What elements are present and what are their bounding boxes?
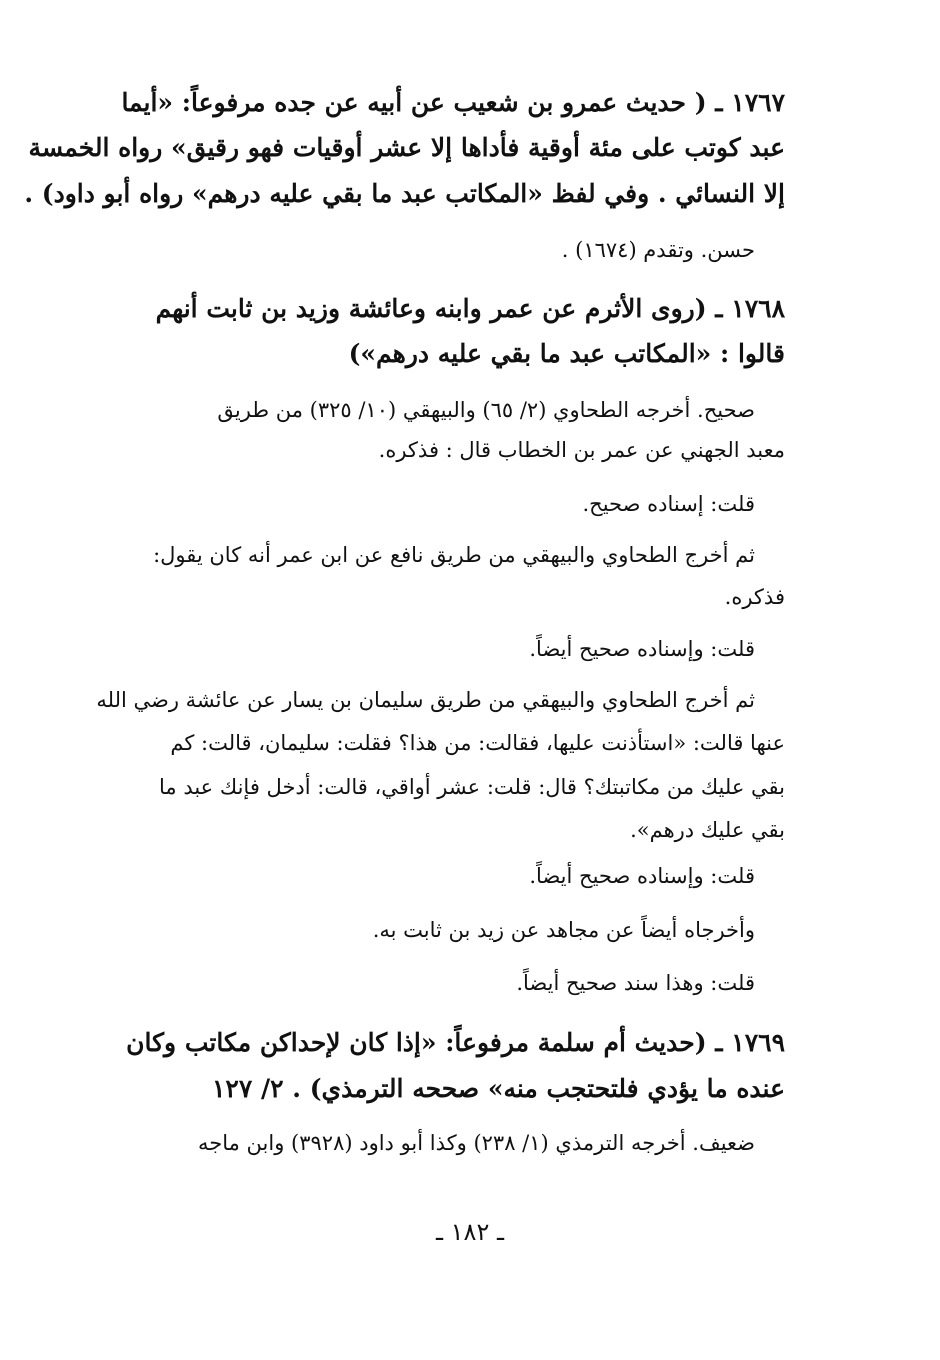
entry-1769-line-1: ١٧٦٩ ـ (حديث أم سلمة مرفوعاً: «إذا كان لإحداكن مكاتب وكان [126, 1028, 785, 1057]
entry-1768-comment-line-2: معبد الجهني عن عمر بن الخطاب قال : فذكره. [378, 438, 785, 462]
entry-1768-line-2: قالوا : «المكاتب عبد ما بقي عليه درهم») [348, 339, 785, 368]
note-3: قلت: وإسناده صحيح أيضاً. [529, 864, 755, 888]
paragraph-3-line-1: ثم أخرج الطحاوي والبيهقي من طريق سليمان بن يسار عن عائشة رضي الله [96, 688, 755, 712]
entry-1767-line-2: عبد كوتب على مئة أوقية فأداها إلا عشر أوقيات فهو رقيق» رواه الخمسة [28, 133, 785, 162]
paragraph-4: وأخرجاه أيضاً عن مجاهد عن زيد بن ثابت به. [372, 918, 755, 942]
paragraph-2-line-2: فذكره. [724, 585, 785, 609]
page-number: ـ ١٨٢ ـ [435, 1218, 504, 1246]
entry-1768-line-1: ١٧٦٨ ـ (روى الأثرم عن عمر وابنه وعائشة وزيد بن ثابت أنهم [155, 294, 785, 323]
note-1: قلت: إسناده صحيح. [582, 492, 755, 516]
note-2: قلت: وإسناده صحيح أيضاً. [529, 637, 755, 661]
entry-1769-line-2: عنده ما يؤدي فلتحتجب منه» صححه الترمذي) . ٢/ ١٢٧ [212, 1074, 785, 1103]
paragraph-3-line-3: بقي عليك من مكاتبتك؟ قال: قلت: عشر أواقي، قالت: أدخل فإنك عبد ما [159, 775, 785, 799]
entry-1768-comment-line-1: صحيح. أخرجه الطحاوي (٢/ ٦٥) والبيهقي (١٠/ ٣٢٥) من طريق [217, 398, 755, 422]
paragraph-3-line-2: عنها قالت: «استأذنت عليها، فقالت: من هذا؟ فقلت: سليمان، قالت: كم [170, 731, 785, 755]
paragraph-3-line-4: بقي عليك درهم». [630, 818, 785, 842]
entry-1767-comment: حسن. وتقدم (١٦٧٤) . [561, 238, 755, 262]
note-4: قلت: وهذا سند صحيح أيضاً. [516, 971, 755, 995]
paragraph-2-line-1: ثم أخرج الطحاوي والبيهقي من طريق نافع عن ابن عمر أنه كان يقول: [153, 543, 755, 567]
entry-1767-line-3: إلا النسائي . وفي لفظ «المكاتب عبد ما بقي عليه درهم» رواه أبو داود) . [24, 179, 785, 208]
entry-1769-comment: ضعيف. أخرجه الترمذي (١/ ٢٣٨) وكذا أبو داود (٣٩٢٨) وابن ماجه [197, 1131, 755, 1155]
entry-1767-line-1: ١٧٦٧ ـ ( حديث عمرو بن شعيب عن أبيه عن جده مرفوعاً: «أيما [121, 88, 785, 117]
